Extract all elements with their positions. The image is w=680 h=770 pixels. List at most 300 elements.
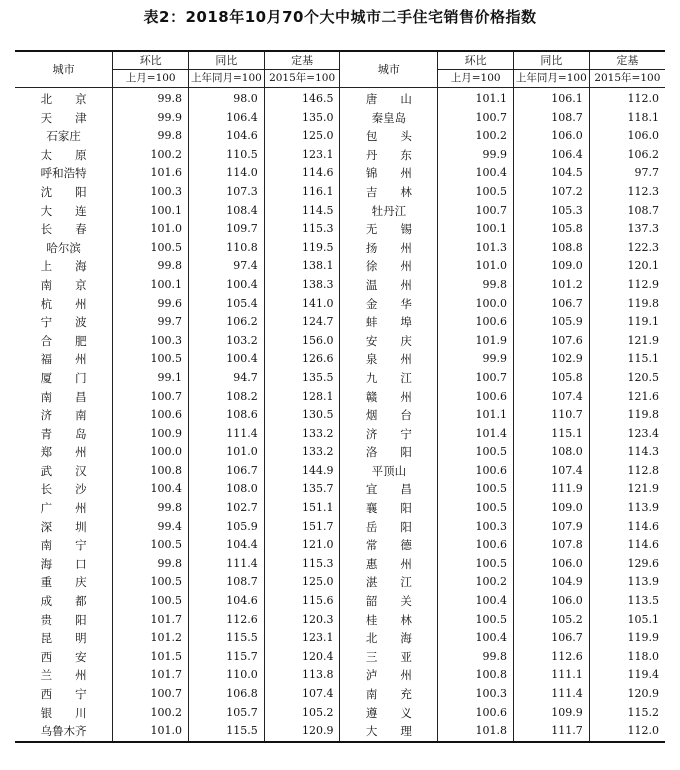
right-city-cell: 丹 东 (340, 146, 438, 165)
right-yoy-cell: 107.4 (514, 388, 590, 407)
table-row (15, 573, 665, 592)
left-fixed-cell: 121.0 (264, 536, 340, 555)
left-mom-cell: 101.5 (113, 648, 189, 667)
left-city-cell: 合 肥 (15, 332, 113, 351)
right-fixed-cell: 114.6 (627, 538, 659, 552)
right-fixed-cell: 122.3 (627, 240, 659, 254)
left-mom-cell: 100.3 (113, 183, 189, 202)
right-city-cell: 九 江 (340, 369, 438, 388)
right-city-cell: 三 亚 (340, 648, 438, 667)
left-yoy-cell: 100.4 (189, 350, 265, 369)
right-fixed-cell: 120.9 (627, 687, 659, 700)
table-row (15, 592, 665, 611)
left-city-cell: 太 原 (15, 146, 113, 165)
table-row (15, 629, 665, 648)
right-mom-cell: 99.8 (438, 276, 514, 295)
left-mom-cell: 100.6 (113, 406, 189, 425)
header-fixed-left: 定基 (264, 51, 340, 70)
left-yoy-cell: 115.5 (189, 722, 265, 742)
right-yoy-cell: 106.0 (514, 555, 590, 574)
right-mom-cell: 99.9 (438, 146, 514, 165)
header-mom-base-right: 上月=100 (438, 70, 514, 88)
left-yoy-cell: 104.4 (189, 536, 265, 555)
left-yoy-cell: 111.4 (189, 425, 265, 444)
header-mom-right: 环比 (438, 51, 514, 70)
left-mom-cell: 100.3 (113, 332, 189, 351)
left-fixed-cell: 120.9 (264, 722, 340, 742)
right-yoy-cell: 104.5 (514, 164, 590, 183)
right-mom-cell: 100.8 (438, 666, 514, 685)
left-fixed-cell: 135.5 (264, 369, 340, 388)
left-mom-cell: 99.8 (113, 88, 189, 109)
left-mom-cell: 100.1 (113, 202, 189, 221)
left-city-cell: 青 岛 (15, 425, 113, 444)
right-fixed-cell: 113.5 (627, 594, 659, 608)
left-city-cell: 杭 州 (15, 295, 113, 314)
table-row (15, 369, 665, 388)
left-city-cell: 哈尔滨 (15, 239, 113, 258)
right-yoy-cell: 105.2 (514, 611, 590, 630)
left-yoy-cell: 110.5 (189, 146, 265, 165)
right-mom-cell: 100.5 (438, 443, 514, 462)
left-yoy-cell: 104.6 (189, 127, 265, 146)
left-fixed-cell: 119.5 (264, 239, 340, 258)
left-fixed-cell: 114.5 (264, 202, 340, 221)
table-row (15, 350, 665, 369)
left-fixed-cell: 130.5 (264, 406, 340, 425)
left-yoy-cell: 106.2 (189, 313, 265, 332)
left-mom-cell: 99.8 (113, 499, 189, 518)
left-mom-cell: 99.7 (113, 313, 189, 332)
right-yoy-cell: 107.9 (514, 518, 590, 537)
right-fixed-cell: 115.1 (627, 352, 659, 366)
right-fixed-cell: 121.9 (627, 333, 659, 347)
left-city-cell: 上 海 (15, 257, 113, 276)
left-city-cell: 重 庆 (15, 573, 113, 592)
table-row (15, 332, 665, 351)
right-yoy-cell: 102.9 (514, 350, 590, 369)
left-fixed-cell: 114.6 (264, 164, 340, 183)
table-row (15, 518, 665, 537)
left-city-cell: 福 州 (15, 350, 113, 369)
right-mom-cell: 100.4 (438, 592, 514, 611)
left-city-cell: 南 宁 (15, 536, 113, 555)
right-fixed-cell: 119.8 (627, 296, 659, 310)
left-fixed-cell: 156.0 (264, 332, 340, 351)
left-city-cell: 北 京 (15, 88, 113, 109)
right-city-cell: 岳 阳 (340, 518, 438, 537)
table-row (15, 685, 665, 704)
left-fixed-cell: 146.5 (264, 88, 340, 109)
left-mom-cell: 100.0 (113, 443, 189, 462)
left-city-cell: 昆 明 (15, 629, 113, 648)
left-fixed-cell: 128.1 (264, 388, 340, 407)
right-yoy-cell: 106.7 (514, 629, 590, 648)
left-fixed-cell: 135.7 (264, 480, 340, 499)
header-city-right: 城市 (340, 51, 438, 88)
right-fixed-cell: 119.1 (627, 315, 659, 329)
right-city-cell: 扬 州 (340, 239, 438, 258)
left-mom-cell: 100.9 (113, 425, 189, 444)
left-city-cell: 郑 州 (15, 443, 113, 462)
left-mom-cell: 99.6 (113, 295, 189, 314)
right-yoy-cell: 107.2 (514, 183, 590, 202)
right-yoy-cell: 109.0 (514, 257, 590, 276)
table-row (15, 146, 665, 165)
left-city-cell: 长 春 (15, 220, 113, 239)
left-city-cell: 沈 阳 (15, 183, 113, 202)
left-yoy-cell: 109.7 (189, 220, 265, 239)
left-yoy-cell: 115.5 (189, 629, 265, 648)
right-mom-cell: 99.9 (438, 350, 514, 369)
left-city-cell: 深 圳 (15, 518, 113, 537)
left-city-cell: 宁 波 (15, 313, 113, 332)
right-city-cell: 烟 台 (340, 406, 438, 425)
left-fixed-cell: 123.1 (264, 629, 340, 648)
right-city-cell: 泸 州 (340, 666, 438, 685)
left-city-cell: 武 汉 (15, 462, 113, 481)
right-mom-cell: 100.7 (438, 109, 514, 128)
left-yoy-cell: 108.6 (189, 406, 265, 425)
right-yoy-cell: 108.7 (514, 109, 590, 128)
right-city-cell: 泉 州 (340, 350, 438, 369)
table-row (15, 499, 665, 518)
left-city-cell: 济 南 (15, 406, 113, 425)
left-fixed-cell: 138.3 (264, 276, 340, 295)
table-row (15, 164, 665, 183)
header-yoy-right: 同比 (514, 51, 590, 70)
right-mom-cell: 100.6 (438, 313, 514, 332)
left-yoy-cell: 106.7 (189, 462, 265, 481)
right-mom-cell: 100.5 (438, 480, 514, 499)
right-fixed-cell: 129.6 (627, 556, 659, 570)
right-city-cell: 北 海 (340, 629, 438, 648)
right-yoy-cell: 108.0 (514, 443, 590, 462)
left-yoy-cell: 102.7 (189, 499, 265, 518)
right-fixed-cell: 106.0 (627, 129, 659, 143)
right-mom-cell: 100.2 (438, 127, 514, 146)
left-yoy-cell: 107.3 (189, 183, 265, 202)
left-mom-cell: 100.7 (113, 388, 189, 407)
left-fixed-cell: 126.6 (264, 350, 340, 369)
left-mom-cell: 101.2 (113, 629, 189, 648)
left-fixed-cell: 120.3 (264, 611, 340, 630)
left-mom-cell: 99.8 (113, 555, 189, 574)
header-yoy-left: 同比 (189, 51, 265, 70)
table-row (15, 202, 665, 221)
left-mom-cell: 101.0 (113, 722, 189, 742)
right-city-cell: 包 头 (340, 127, 438, 146)
right-city-cell: 遵 义 (340, 704, 438, 723)
right-fixed-cell: 114.3 (627, 445, 659, 459)
left-mom-cell: 100.7 (113, 685, 189, 704)
left-city-cell: 呼和浩特 (15, 164, 113, 183)
right-yoy-cell: 105.8 (514, 220, 590, 239)
right-city-cell: 桂 林 (340, 611, 438, 630)
left-mom-cell: 101.7 (113, 611, 189, 630)
left-mom-cell: 99.8 (113, 127, 189, 146)
table-row (15, 480, 665, 499)
right-mom-cell: 100.6 (438, 704, 514, 723)
left-mom-cell: 100.5 (113, 592, 189, 611)
right-yoy-cell: 111.9 (514, 480, 590, 499)
right-city-cell: 牡丹江 (340, 202, 438, 221)
left-fixed-cell: 133.2 (264, 425, 340, 444)
table-row (15, 462, 665, 481)
left-fixed-cell: 151.7 (264, 518, 340, 537)
left-fixed-cell: 138.1 (264, 257, 340, 276)
left-yoy-cell: 111.4 (189, 555, 265, 574)
right-fixed-cell: 108.7 (627, 203, 659, 217)
right-mom-cell: 101.8 (438, 722, 514, 742)
left-mom-cell: 99.1 (113, 369, 189, 388)
right-mom-cell: 100.5 (438, 555, 514, 574)
left-yoy-cell: 103.2 (189, 332, 265, 351)
left-mom-cell: 100.5 (113, 350, 189, 369)
left-city-cell: 成 都 (15, 592, 113, 611)
left-mom-cell: 101.7 (113, 666, 189, 685)
right-city-cell: 秦皇岛 (340, 109, 438, 128)
right-mom-cell: 101.1 (438, 406, 514, 425)
left-city-cell: 西 安 (15, 648, 113, 667)
right-fixed-cell: 121.9 (627, 482, 659, 496)
left-yoy-cell: 114.0 (189, 164, 265, 183)
right-mom-cell: 101.1 (438, 88, 514, 109)
right-city-cell: 温 州 (340, 276, 438, 295)
left-city-cell: 广 州 (15, 499, 113, 518)
left-fixed-cell: 133.2 (264, 443, 340, 462)
right-fixed-cell: 106.2 (627, 147, 659, 161)
table-row (15, 611, 665, 630)
right-city-cell: 锦 州 (340, 164, 438, 183)
table-row (15, 666, 665, 685)
left-mom-cell: 101.0 (113, 220, 189, 239)
table-row (15, 88, 665, 109)
header-fixed-base-right: 2015年=100 (589, 70, 665, 88)
left-city-cell: 南 京 (15, 276, 113, 295)
right-yoy-cell: 107.6 (514, 332, 590, 351)
right-fixed-cell: 120.5 (627, 370, 659, 384)
right-yoy-cell: 109.9 (514, 704, 590, 723)
right-city-cell: 徐 州 (340, 257, 438, 276)
right-yoy-cell: 104.9 (514, 573, 590, 592)
left-yoy-cell: 104.6 (189, 592, 265, 611)
table-row (15, 239, 665, 258)
right-city-cell: 唐 山 (340, 88, 438, 109)
right-fixed-cell: 113.9 (627, 575, 659, 589)
left-yoy-cell: 100.4 (189, 276, 265, 295)
right-mom-cell: 101.4 (438, 425, 514, 444)
left-yoy-cell: 108.0 (189, 480, 265, 499)
right-fixed-cell: 123.4 (627, 426, 659, 440)
table-row (15, 109, 665, 128)
right-yoy-cell: 105.8 (514, 369, 590, 388)
right-fixed-cell: 112.9 (627, 277, 659, 291)
left-mom-cell: 99.8 (113, 257, 189, 276)
left-yoy-cell: 110.8 (189, 239, 265, 258)
right-fixed-cell: 118.1 (627, 110, 659, 124)
left-city-cell: 厦 门 (15, 369, 113, 388)
right-yoy-cell: 107.8 (514, 536, 590, 555)
right-yoy-cell: 110.7 (514, 406, 590, 425)
right-city-cell: 平顶山 (340, 462, 438, 481)
right-city-cell: 无 锡 (340, 220, 438, 239)
right-yoy-cell: 115.1 (514, 425, 590, 444)
table-row (15, 388, 665, 407)
left-fixed-cell: 123.1 (264, 146, 340, 165)
left-mom-cell: 100.2 (113, 146, 189, 165)
right-city-cell: 惠 州 (340, 555, 438, 574)
right-city-cell: 襄 阳 (340, 499, 438, 518)
left-city-cell: 乌鲁木齐 (15, 722, 113, 742)
left-mom-cell: 100.5 (113, 573, 189, 592)
left-yoy-cell: 110.0 (189, 666, 265, 685)
right-mom-cell: 100.6 (438, 462, 514, 481)
right-mom-cell: 100.3 (438, 518, 514, 537)
right-mom-cell: 100.7 (438, 202, 514, 221)
header-fixed-right: 定基 (589, 51, 665, 70)
table-row (15, 295, 665, 314)
right-city-cell: 韶 关 (340, 592, 438, 611)
left-city-cell: 南 昌 (15, 388, 113, 407)
right-yoy-cell: 111.4 (514, 685, 590, 704)
left-city-cell: 银 川 (15, 704, 113, 723)
left-fixed-cell: 105.2 (264, 704, 340, 723)
right-mom-cell: 100.3 (438, 685, 514, 704)
right-fixed-cell: 112.8 (627, 463, 659, 477)
table-row (15, 406, 665, 425)
left-city-cell: 兰 州 (15, 666, 113, 685)
left-mom-cell: 99.4 (113, 518, 189, 537)
right-yoy-cell: 106.7 (514, 295, 590, 314)
right-city-cell: 洛 阳 (340, 443, 438, 462)
right-city-cell: 吉 林 (340, 183, 438, 202)
table-body (15, 88, 665, 742)
right-mom-cell: 100.5 (438, 183, 514, 202)
left-fixed-cell: 115.3 (264, 555, 340, 574)
right-yoy-cell: 106.1 (514, 88, 590, 109)
right-yoy-cell: 105.3 (514, 202, 590, 221)
right-fixed-cell: 114.6 (627, 519, 659, 533)
right-fixed-cell: 118.0 (627, 649, 659, 663)
right-fixed-cell: 112.3 (627, 184, 659, 198)
left-yoy-cell: 108.7 (189, 573, 265, 592)
left-yoy-cell: 112.6 (189, 611, 265, 630)
right-city-cell: 大 理 (340, 722, 438, 742)
right-city-cell: 安 庆 (340, 332, 438, 351)
price-index-table (15, 50, 665, 743)
header-city-left: 城市 (15, 51, 113, 88)
right-fixed-cell: 115.2 (627, 705, 659, 719)
left-yoy-cell: 115.7 (189, 648, 265, 667)
right-mom-cell: 100.4 (438, 164, 514, 183)
left-city-cell: 海 口 (15, 555, 113, 574)
right-fixed-cell: 97.7 (634, 166, 659, 180)
left-mom-cell: 101.6 (113, 164, 189, 183)
right-mom-cell: 99.8 (438, 648, 514, 667)
right-fixed-cell: 105.1 (627, 612, 659, 626)
left-yoy-cell: 106.4 (189, 109, 265, 128)
left-fixed-cell: 125.0 (264, 573, 340, 592)
right-fixed-cell: 112.0 (627, 92, 659, 105)
header-mom-left: 环比 (113, 51, 189, 70)
table-row (15, 276, 665, 295)
right-mom-cell: 100.6 (438, 536, 514, 555)
table-row (15, 127, 665, 146)
left-mom-cell: 100.8 (113, 462, 189, 481)
table-row (15, 425, 665, 444)
right-fixed-cell: 120.1 (627, 259, 659, 273)
right-fixed-cell: 112.0 (589, 722, 665, 742)
left-mom-cell: 100.1 (113, 276, 189, 295)
left-mom-cell: 100.5 (113, 239, 189, 258)
right-yoy-cell: 108.8 (514, 239, 590, 258)
left-fixed-cell: 116.1 (264, 183, 340, 202)
left-fixed-cell: 151.1 (264, 499, 340, 518)
table-row (15, 704, 665, 723)
table-row (15, 257, 665, 276)
right-mom-cell: 100.0 (438, 295, 514, 314)
right-city-cell: 湛 江 (340, 573, 438, 592)
right-mom-cell: 100.5 (438, 499, 514, 518)
left-city-cell: 长 沙 (15, 480, 113, 499)
right-city-cell: 宜 昌 (340, 480, 438, 499)
left-mom-cell: 100.4 (113, 480, 189, 499)
left-fixed-cell: 144.9 (264, 462, 340, 481)
right-yoy-cell: 106.0 (514, 592, 590, 611)
left-yoy-cell: 108.2 (189, 388, 265, 407)
right-yoy-cell: 111.1 (514, 666, 590, 685)
right-fixed-cell: 137.3 (627, 222, 659, 236)
right-city-cell: 赣 州 (340, 388, 438, 407)
left-yoy-cell: 94.7 (189, 369, 265, 388)
right-mom-cell: 101.3 (438, 239, 514, 258)
right-fixed-cell: 113.9 (627, 501, 659, 515)
left-yoy-cell: 106.8 (189, 685, 265, 704)
left-yoy-cell: 108.4 (189, 202, 265, 221)
right-fixed-cell: 119.9 (627, 631, 659, 645)
right-mom-cell: 100.6 (438, 388, 514, 407)
table-row (15, 555, 665, 574)
table-row (15, 183, 665, 202)
left-yoy-cell: 105.7 (189, 704, 265, 723)
left-fixed-cell: 120.4 (264, 648, 340, 667)
left-fixed-cell: 113.8 (264, 666, 340, 685)
right-city-cell: 常 德 (340, 536, 438, 555)
table-row (15, 220, 665, 239)
table-row (15, 648, 665, 667)
right-mom-cell: 101.9 (438, 332, 514, 351)
right-yoy-cell: 106.4 (514, 146, 590, 165)
right-city-cell: 南 充 (340, 685, 438, 704)
right-mom-cell: 101.0 (438, 257, 514, 276)
right-yoy-cell: 111.7 (514, 722, 590, 742)
table-row (15, 536, 665, 555)
table-title: 表2：2018年10月70个大中城市二手住宅销售价格指数 (143, 8, 537, 26)
left-fixed-cell: 141.0 (264, 295, 340, 314)
right-fixed-cell: 121.6 (627, 389, 659, 403)
left-yoy-cell: 97.4 (189, 257, 265, 276)
left-yoy-cell: 105.4 (189, 295, 265, 314)
header-mom-base-left: 上月=100 (113, 70, 189, 88)
table-row (15, 313, 665, 332)
header-yoy-base-left: 上年同月=100 (189, 70, 265, 88)
right-mom-cell: 100.7 (438, 369, 514, 388)
table-row (15, 722, 665, 742)
left-city-cell: 西 宁 (15, 685, 113, 704)
right-yoy-cell: 101.2 (514, 276, 590, 295)
left-fixed-cell: 115.6 (264, 592, 340, 611)
